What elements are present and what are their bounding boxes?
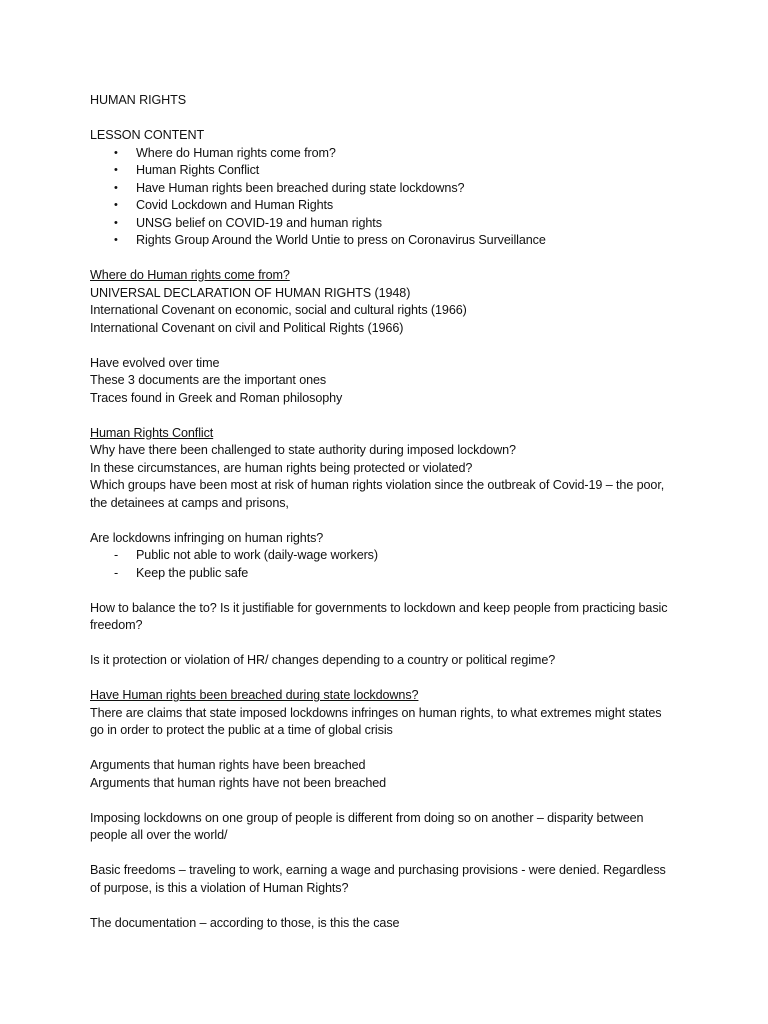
origins-note: These 3 documents are the important ones xyxy=(90,373,327,387)
dash-icon: - xyxy=(114,565,119,580)
spacer xyxy=(90,250,670,268)
dash-icon: - xyxy=(114,548,119,562)
origins-note: Have evolved over time xyxy=(90,355,220,370)
bullet-icon: • xyxy=(114,146,118,159)
lesson-item-text: Where do Human rights come from? xyxy=(136,145,336,160)
spacer xyxy=(90,512,670,530)
spacer xyxy=(90,582,670,600)
bullet-icon: • xyxy=(114,234,118,246)
breached-documentation: The documentation – according to those, is this the case xyxy=(90,915,400,930)
conflict-line: In these circumstances, are human rights being protected or violated? xyxy=(90,460,473,475)
spacer xyxy=(90,635,670,653)
lesson-content-heading: LESSON CONTENT xyxy=(90,128,205,142)
spacer xyxy=(90,792,670,810)
conflict-regime: Is it protection or violation of HR/ changes depending to a country or political regime? xyxy=(90,653,556,667)
lesson-item-text: Human Rights Conflict xyxy=(136,163,260,177)
breached-freedoms: Basic freedoms – traveling to work, earning a wage and purchasing provisions - were denied. Regardless of purpose, is this a violation of Human Rights? xyxy=(90,863,666,895)
lesson-item-text: Rights Group Around the World Untie to press on Coronavirus Surveillance xyxy=(136,233,546,247)
bullet-icon: • xyxy=(114,216,118,229)
breached-intro: There are claims that state imposed lockdowns infringes on human rights, to what extremes might states go in order to protect the public at a time of global crisis xyxy=(90,705,662,737)
spacer xyxy=(90,407,670,425)
section-heading-origins: Where do Human rights come from? xyxy=(90,268,290,282)
lesson-item-text: Covid Lockdown and Human Rights xyxy=(136,198,334,212)
lesson-item-text: UNSG belief on COVID-19 and human rights xyxy=(136,215,382,230)
breached-argument: Arguments that human rights have not been breached xyxy=(90,775,387,790)
conflict-balance: How to balance the to? Is it justifiable for governments to lockdown and keep people from practicing basic freedom? xyxy=(90,600,668,632)
dash-item xyxy=(90,565,670,583)
origins-line: International Covenant on civil and Political Rights (1966) xyxy=(90,320,404,335)
spacer xyxy=(90,670,670,688)
document-body xyxy=(90,92,670,932)
lesson-content-list xyxy=(90,145,670,250)
breached-disparity: Imposing lockdowns on one group of people is different from doing so on another – disparity between people all over the world/ xyxy=(90,810,644,842)
lesson-item xyxy=(90,162,670,180)
spacer xyxy=(90,337,670,355)
lesson-item xyxy=(90,180,670,198)
document-title: HUMAN RIGHTS xyxy=(90,93,187,107)
section-heading-conflict: Human Rights Conflict xyxy=(90,425,214,440)
spacer xyxy=(90,845,670,863)
section-heading-breached: Have Human rights been breached during state lockdowns? xyxy=(90,688,419,702)
lesson-item xyxy=(90,232,670,250)
lesson-item xyxy=(90,145,670,163)
bullet-icon: • xyxy=(114,199,118,211)
conflict-dash-list xyxy=(90,547,670,582)
conflict-question: Are lockdowns infringing on human rights? xyxy=(90,530,324,545)
conflict-line: Which groups have been most at risk of human rights violation since the outbreak of Covid-19 – the poor, the detainees at camps and prisons, xyxy=(90,478,665,510)
spacer xyxy=(90,740,670,758)
breached-argument: Arguments that human rights have been breached xyxy=(90,758,366,772)
dash-item xyxy=(90,547,670,565)
origins-line: UNIVERSAL DECLARATION OF HUMAN RIGHTS (1948) xyxy=(90,285,411,300)
conflict-line: Why have there been challenged to state authority during imposed lockdown? xyxy=(90,443,516,457)
dash-item-text: Keep the public safe xyxy=(136,565,249,580)
origins-note: Traces found in Greek and Roman philosophy xyxy=(90,390,343,405)
lesson-item xyxy=(90,197,670,215)
dash-item-text: Public not able to work (daily-wage workers) xyxy=(136,548,378,562)
spacer xyxy=(90,110,670,128)
lesson-item-text: Have Human rights been breached during state lockdowns? xyxy=(136,180,465,195)
origins-line: International Covenant on economic, social and cultural rights (1966) xyxy=(90,303,467,317)
bullet-icon: • xyxy=(114,164,118,176)
spacer xyxy=(90,897,670,915)
bullet-icon: • xyxy=(114,181,118,194)
lesson-item xyxy=(90,215,670,233)
